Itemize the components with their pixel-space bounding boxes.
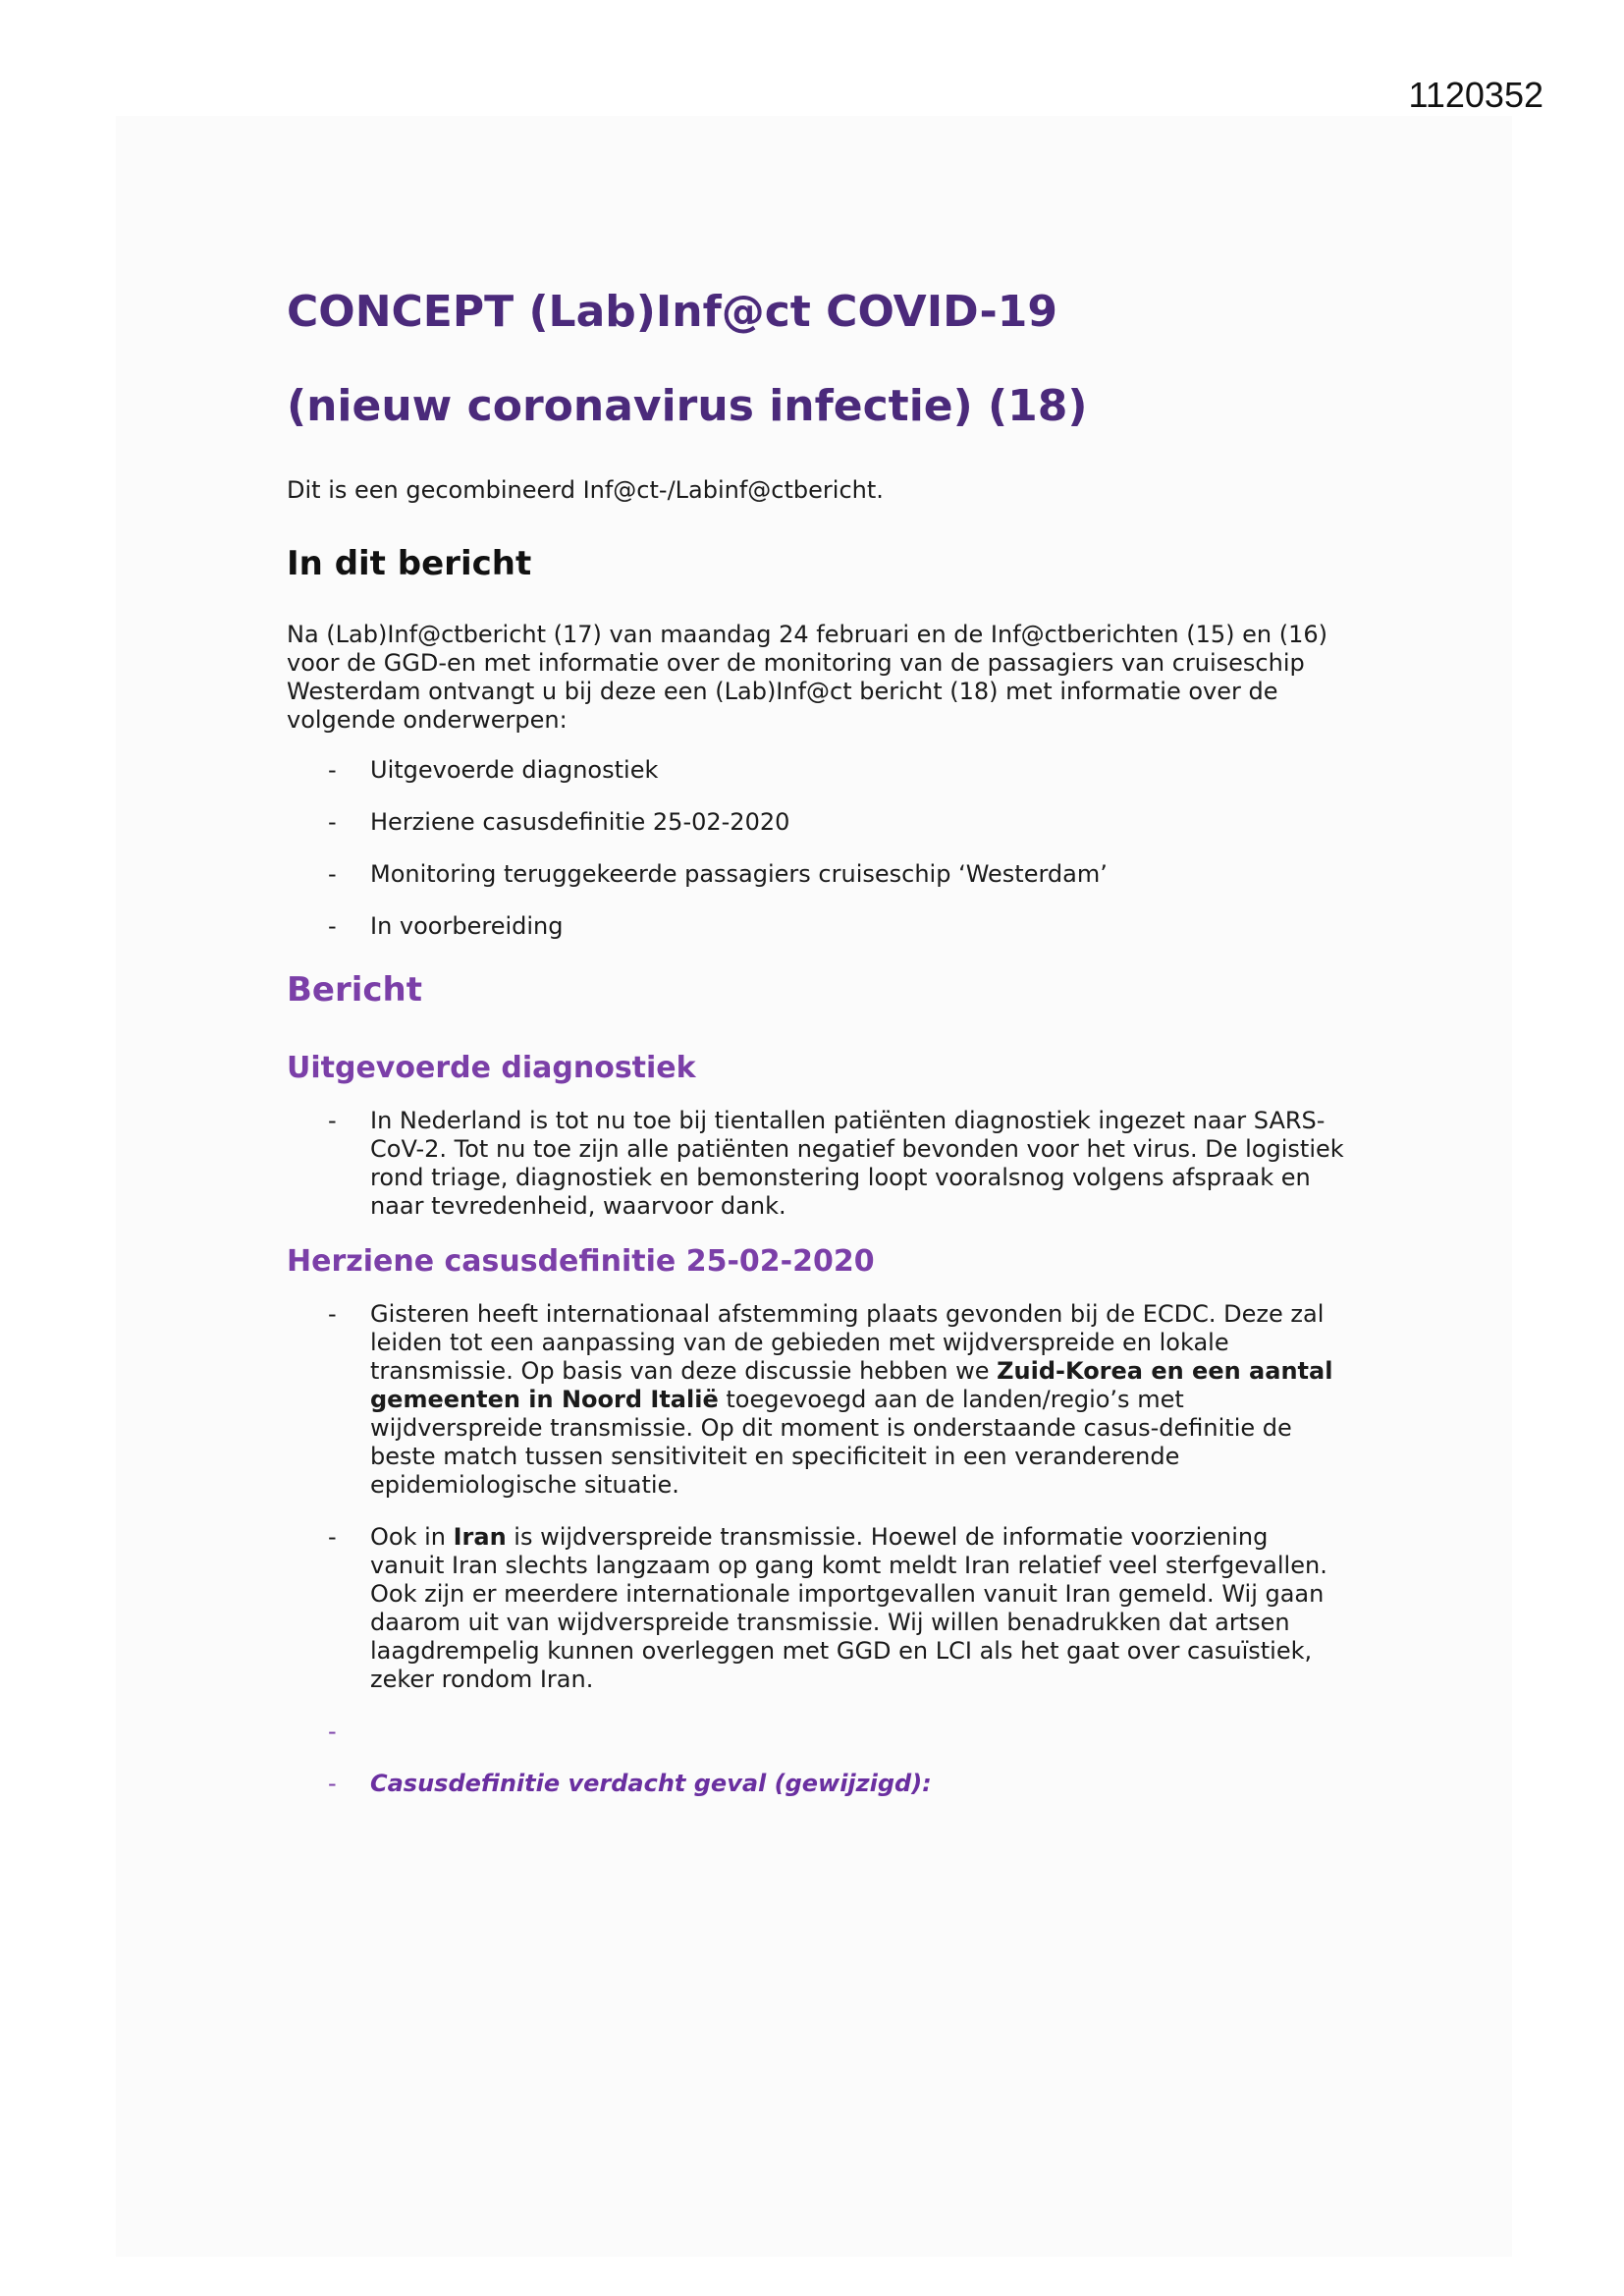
diagnostiek-list bbox=[287, 1107, 1347, 1221]
dash-bullet: - bbox=[328, 756, 337, 784]
document-id: 1120352 bbox=[1408, 75, 1543, 115]
topic-item: - Herziene casusdefinitie 25-02-2020 bbox=[328, 808, 790, 836]
dash-bullet: - bbox=[328, 912, 337, 940]
dash-bullet: - bbox=[328, 1523, 337, 1551]
empty-list-item bbox=[287, 1718, 1347, 1746]
dash-bullet: - bbox=[328, 1718, 337, 1745]
dash-bullet: - bbox=[328, 1770, 337, 1797]
intro-text: Dit is een gecombineerd Inf@ct-/Labinf@ctbericht. bbox=[287, 476, 884, 504]
casusdefinitie-verdacht-heading: - Casusdefinitie verdacht geval (gewijzigd): bbox=[328, 1770, 932, 1797]
topic-list bbox=[287, 756, 1347, 941]
dash-bullet: - bbox=[328, 808, 337, 836]
topic-item: - Uitgevoerde diagnostiek bbox=[328, 756, 659, 784]
topic-item: - Monitoring teruggekeerde passagiers cruiseschip ‘Westerdam’ bbox=[328, 860, 1108, 888]
diagnostiek-heading: Uitgevoerde diagnostiek bbox=[287, 1051, 696, 1085]
title-line-2: (nieuw coronavirus infectie) (18) bbox=[287, 381, 1088, 431]
bericht-heading: Bericht bbox=[287, 970, 423, 1010]
title-line-1: CONCEPT (Lab)Inf@ct COVID-19 bbox=[287, 287, 1057, 337]
casusdefinitie-heading: Herziene casusdefinitie 25-02-2020 bbox=[287, 1244, 875, 1279]
in-dit-bericht-text: Na (Lab)Inf@ctbericht (17) van maandag 24 februari en de Inf@ctberichten (15) en (16) voor de GGD-en met informatie over de monitoring van de passagiers van cruiseschip Westerdam ontvangt u bij deze een (Lab)Inf@ct bericht (18) met informatie over de volgende onderwerpen: bbox=[287, 621, 1327, 734]
dash-bullet: - bbox=[328, 860, 337, 888]
topic-item: - In voorbereiding bbox=[328, 912, 564, 940]
dash-bullet: - bbox=[328, 1300, 337, 1328]
casusdefinitie-list bbox=[287, 1300, 1347, 1798]
document-body bbox=[287, 283, 1347, 1822]
in-dit-bericht-heading: In dit bericht bbox=[287, 544, 532, 583]
casusdefinitie-item-ecdc: - Gisteren heeft internationaal afstemming plaats gevonden bij de ECDC. Deze zal leiden tot een aanpassing van de gebieden met wijdverspreide en lokale transmissie. Op basis van deze discussie hebben we Zuid-Korea en een aantal gemeenten in Noord Italië toegevoegd aan de landen/regio’s met wijdverspreide transmissie. Op dit moment is onderstaande casus-definitie de beste match tussen sensitiviteit en specificiteit in een veranderende epidemiologische situatie. bbox=[328, 1300, 1333, 1499]
diagnostiek-item: - In Nederland is tot nu toe bij tientallen patiënten diagnostiek ingezet naar SARS-CoV-2. Tot nu toe zijn alle patiënten negatief bevonden voor het virus. De logistiek rond triage, diagnostiek en bemonstering loopt vooralsnog volgens afspraak en naar tevredenheid, waarvoor dank. bbox=[328, 1107, 1344, 1220]
dash-bullet: - bbox=[328, 1107, 337, 1134]
casusdefinitie-item-iran: - Ook in Iran is wijdverspreide transmissie. Hoewel de informatie voorziening vanuit Iran slechts langzaam op gang komt meldt Iran relatief veel sterfgevallen. Ook zijn er meerdere internationale importgevallen vanuit Iran gemeld. Wij gaan daarom uit van wijdverspreide transmissie. Wij willen benadrukken dat artsen laagdrempelig kunnen overleggen met GGD en LCI als het gaat over casuïstiek, zeker rondom Iran. bbox=[328, 1523, 1327, 1693]
